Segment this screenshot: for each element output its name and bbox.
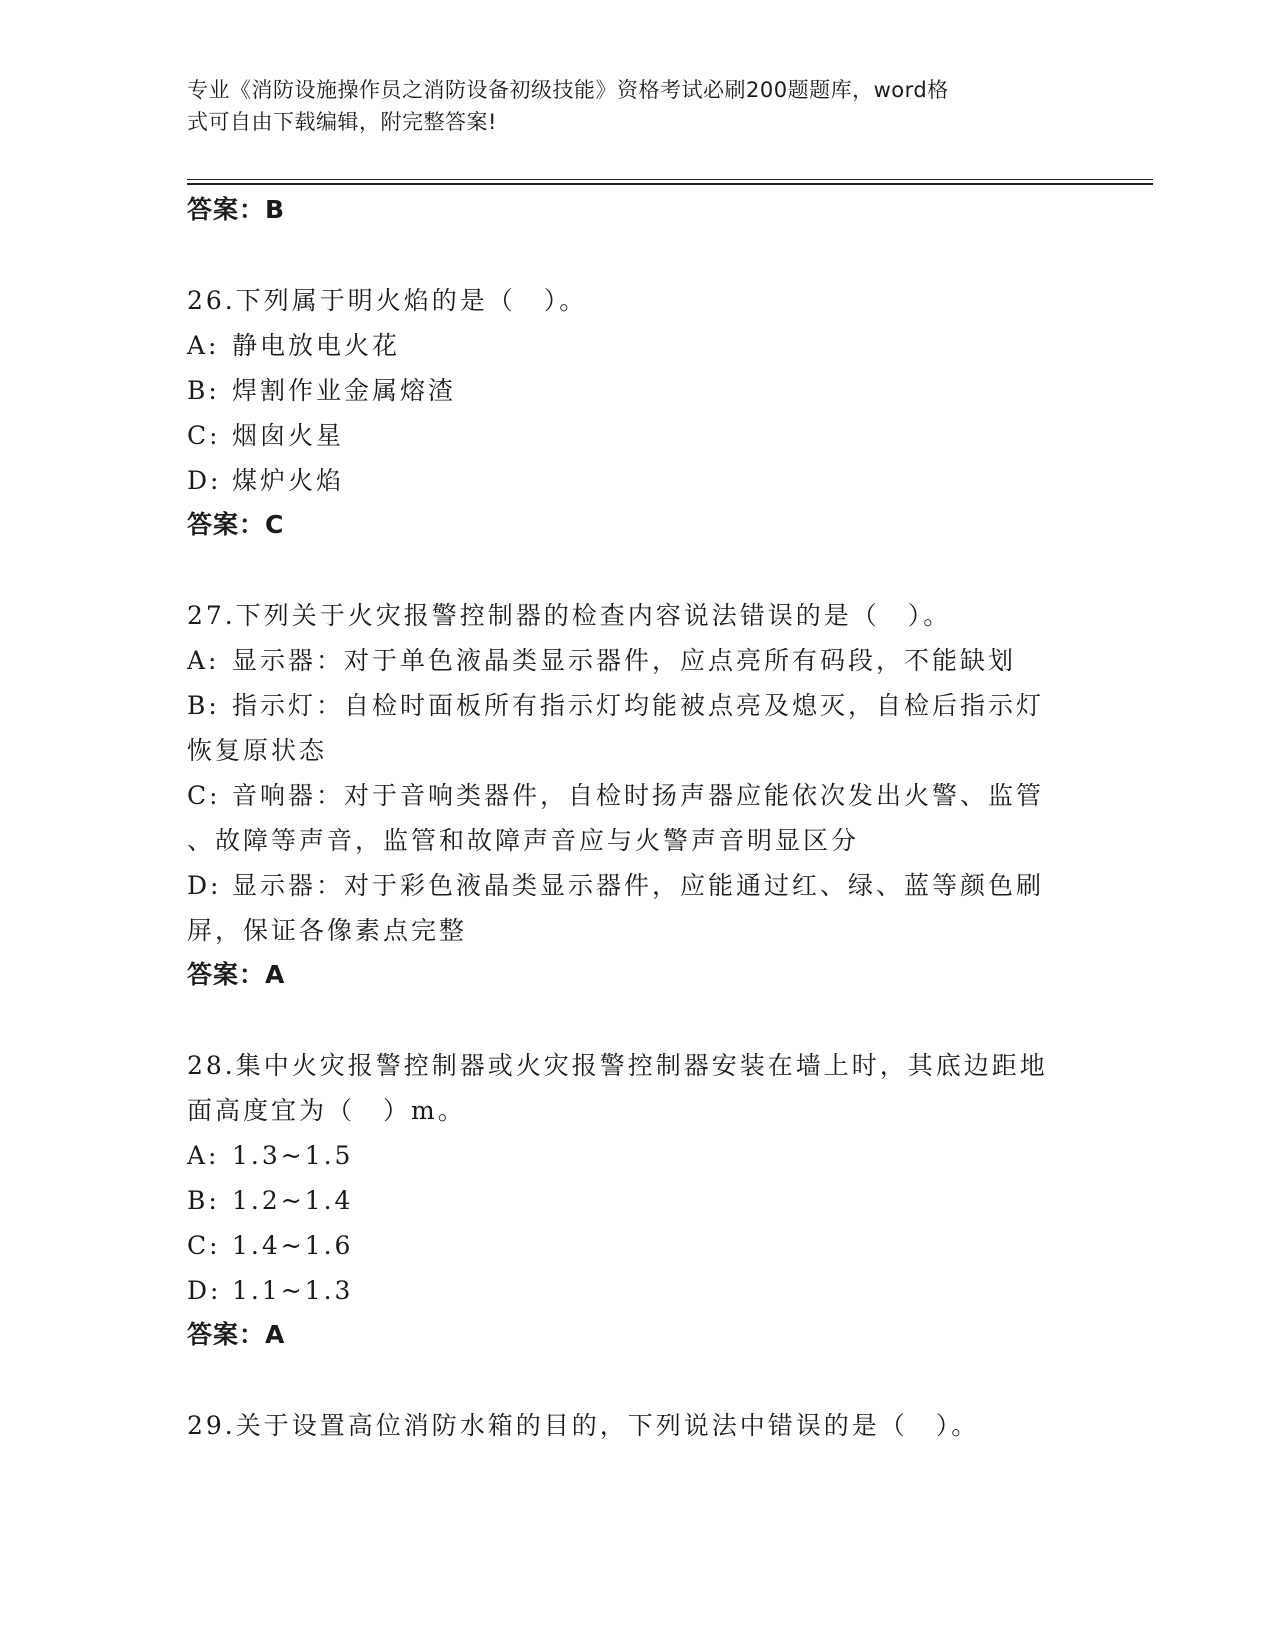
option-line <box>187 368 1087 413</box>
option-text: 烟囱火星 <box>232 421 345 450</box>
option-text: 1.4~1.6 <box>232 1231 354 1260</box>
question-spacer <box>187 1357 1087 1403</box>
option-label: D: <box>187 871 222 900</box>
option-line <box>187 458 1087 503</box>
option-text: 屏，保证各像素点完整 <box>187 916 468 945</box>
option-line <box>187 728 1087 773</box>
header-rule-thin <box>187 179 1153 180</box>
option-label: D: <box>187 466 222 495</box>
option-line <box>187 908 1087 953</box>
option-label: A: <box>187 646 220 675</box>
option-text: 显示器：对于单色液晶类显示器件，应点亮所有码段，不能缺划 <box>232 646 1017 675</box>
question-spacer <box>187 547 1087 593</box>
option-text: 1.2~1.4 <box>232 1186 354 1215</box>
header-line-2: 式可自由下载编辑，附完整答案! <box>187 110 497 134</box>
option-label: B: <box>187 691 220 720</box>
option-line <box>187 1223 1087 1268</box>
answer-line: 答案：A <box>187 960 286 989</box>
option-label: B: <box>187 1186 220 1215</box>
option-line <box>187 1268 1087 1313</box>
option-text: 1.3~1.5 <box>232 1141 354 1170</box>
question-block <box>187 278 1087 547</box>
option-text: 指示灯：自检时面板所有指示灯均能被点亮及熄灭，自检后指示灯 <box>232 691 1045 720</box>
document-header <box>187 74 1087 138</box>
answer-line: 答案：C <box>187 510 285 539</box>
option-line <box>187 638 1087 683</box>
option-line <box>187 818 1087 863</box>
question-spacer <box>187 997 1087 1043</box>
option-line <box>187 1178 1087 1223</box>
question-stem: 面高度宜为（ ）m。 <box>187 1096 466 1125</box>
option-label: A: <box>187 1141 220 1170</box>
question-block <box>187 593 1087 997</box>
option-line <box>187 413 1087 458</box>
question-block <box>187 1403 1087 1448</box>
option-line <box>187 1133 1087 1178</box>
option-line <box>187 863 1087 908</box>
option-text: 恢复原状态 <box>187 736 328 765</box>
option-text: 焊割作业金属熔渣 <box>232 376 457 405</box>
option-label: C: <box>187 781 221 810</box>
question-list <box>187 188 1087 1448</box>
option-label: B: <box>187 376 220 405</box>
question-spacer <box>187 232 1087 278</box>
option-label: C: <box>187 421 221 450</box>
question-stem: 28.集中火灾报警控制器或火灾报警控制器安装在墙上时，其底边距地 <box>187 1051 1048 1080</box>
option-text: 静电放电火花 <box>232 331 401 360</box>
answer-prev: 答案：B <box>187 195 286 224</box>
answer-line: 答案：A <box>187 1320 286 1349</box>
option-label: D: <box>187 1276 222 1305</box>
option-label: A: <box>187 331 220 360</box>
option-text: 音响器：对于音响类器件，自检时扬声器应能依次发出火警、监管 <box>232 781 1045 810</box>
option-line <box>187 683 1087 728</box>
question-stem: 26.下列属于明火焰的是（ ）。 <box>187 286 588 315</box>
option-text: 、故障等声音，监管和故障声音应与火警声音明显区分 <box>187 826 860 855</box>
option-text: 1.1~1.3 <box>232 1276 354 1305</box>
question-stem: 29.关于设置高位消防水箱的目的，下列说法中错误的是（ ）。 <box>187 1411 980 1440</box>
option-text: 显示器：对于彩色液晶类显示器件，应能通过红、绿、蓝等颜色刷 <box>232 871 1045 900</box>
option-label: C: <box>187 1231 221 1260</box>
question-stem: 27.下列关于火灾报警控制器的检查内容说法错误的是（ ）。 <box>187 601 952 630</box>
question-block <box>187 1043 1087 1357</box>
option-line <box>187 773 1087 818</box>
option-line <box>187 323 1087 368</box>
option-text: 煤炉火焰 <box>232 466 345 495</box>
header-rule-thick <box>187 183 1153 185</box>
header-line-1: 专业《消防设施操作员之消防设备初级技能》资格考试必刷200题题库，word格 <box>187 78 949 102</box>
